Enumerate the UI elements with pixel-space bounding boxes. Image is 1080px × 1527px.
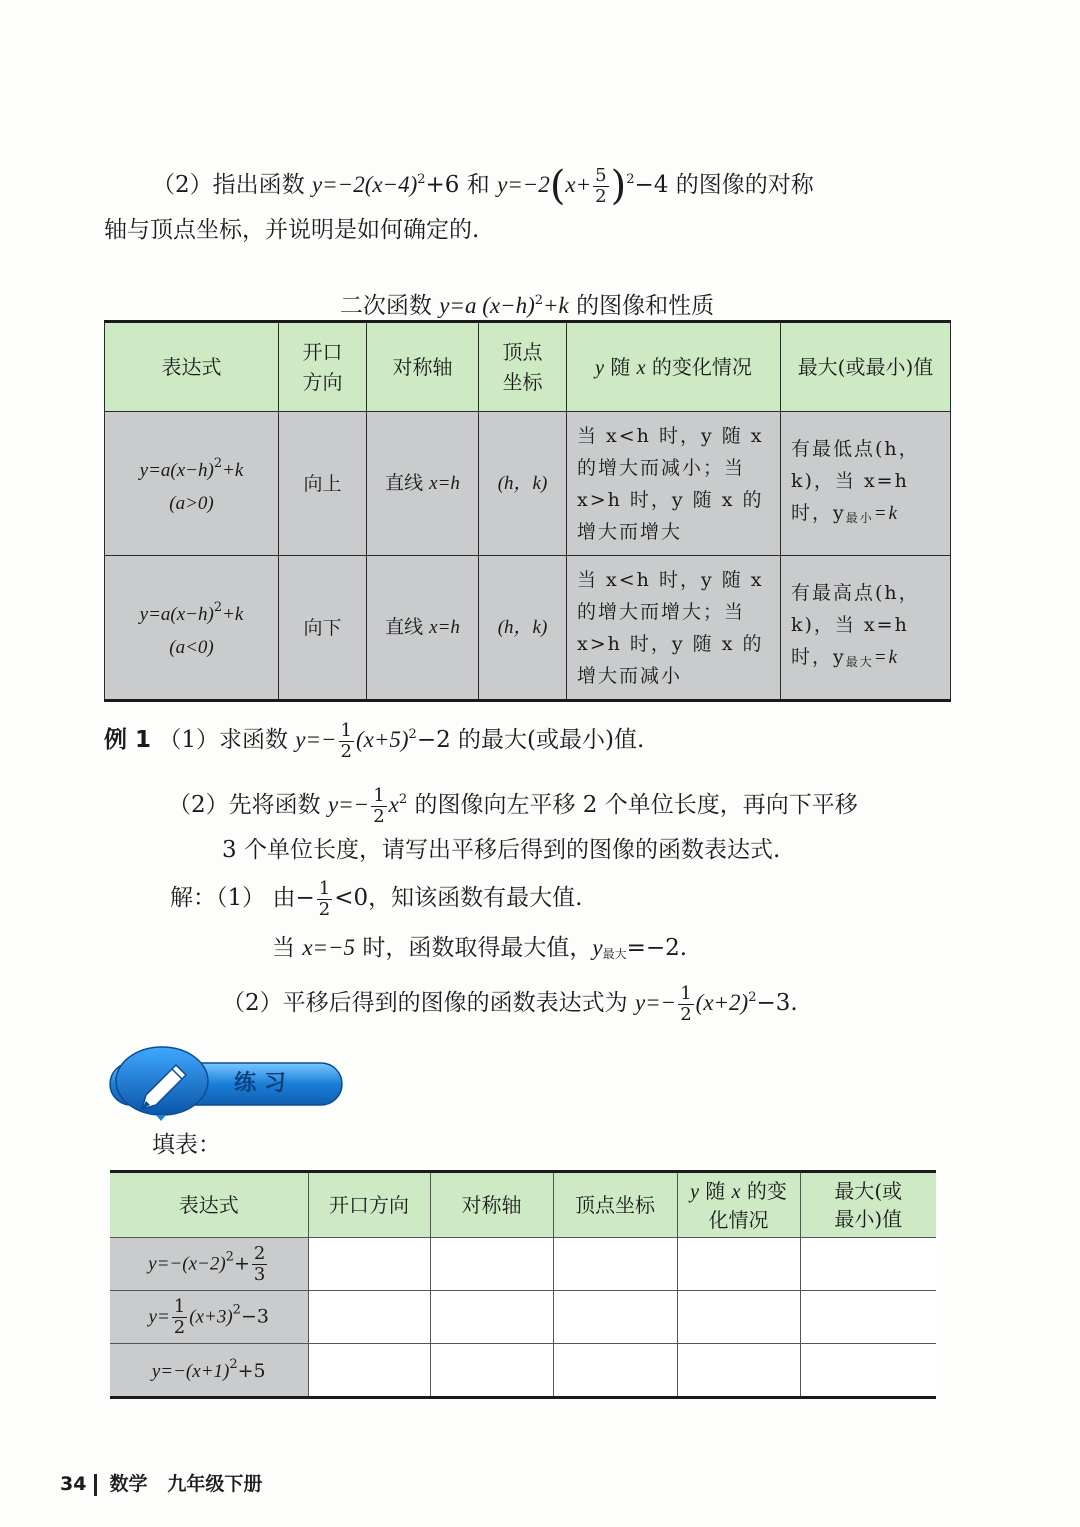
cell-expression: $y=a(x-h)^2+k$ (a<0) [105, 556, 279, 701]
blank-cell[interactable] [430, 1291, 553, 1344]
table-caption: 二次函数 y=a $(x-h)^2+k$ 的图像和性质 [339, 293, 715, 319]
blank-cell[interactable] [677, 1344, 800, 1398]
solution-part-1-line-2: 当 x=−5 时，函数取得最大值，$y_{最大}=-2$. [272, 935, 688, 961]
header-axis: 对称轴 [430, 1172, 553, 1238]
header-change: y 随 x 的变化情况 [567, 322, 781, 412]
solution-part-2: （2）平移后得到的图像的函数表达式为 y=− $\frac{1}{2}$ $(x+2)^2-3$. [222, 982, 798, 1025]
blank-cell[interactable] [308, 1291, 430, 1344]
question-2-line-2: 轴与顶点坐标，并说明是如何确定的. [104, 217, 480, 243]
practice-title: 练 习 [234, 1071, 286, 1096]
cell-opening: 向下 [279, 556, 367, 701]
blank-cell[interactable] [308, 1238, 430, 1291]
solution-part-1: 解：（1） 由− $\frac{1}{2}$ <0，知该函数有最大值. [170, 877, 583, 920]
header-vertex: 顶点坐标 [553, 1172, 677, 1238]
table-row [110, 1291, 936, 1344]
table-row [105, 412, 951, 556]
header-axis: 对称轴 [367, 322, 479, 412]
header-expression: 表达式 [110, 1172, 308, 1238]
cell-opening: 向上 [279, 412, 367, 556]
question-2-line-1: （2）指出函数 $y=-2(x-4)^2+6$ 和 y=−2(x+ $\frac{5}{2}$ )$^2$−4 的图像的对称 [152, 163, 814, 209]
cell-expression: $y=-(x-2)^2+$ $\frac{2}{3}$ [110, 1238, 308, 1291]
cell-axis: 直线 x=h [367, 412, 479, 556]
example-1-part-1: 例 1 （1）求函数 y=− $\frac{1}{2}$ $(x+5)^2-2$ 的最大(或最小)值. [104, 719, 645, 762]
blank-cell[interactable] [800, 1238, 936, 1291]
cell-expression: y= $\frac{1}{2}$ $(x+3)^2-3$ [110, 1291, 308, 1344]
cell-axis: 直线 x=h [367, 556, 479, 701]
book-name: 九年级下册 [167, 1473, 263, 1495]
blank-cell[interactable] [553, 1291, 677, 1344]
blank-cell[interactable] [677, 1291, 800, 1344]
footer-divider [94, 1474, 97, 1496]
cell-change: 当 x<h 时，y 随 x 的增大而增大；当 x>h 时，y 随 x 的 增大而减小 [567, 556, 781, 701]
page-number: 34 [60, 1473, 87, 1495]
blank-cell[interactable] [430, 1344, 553, 1398]
practice-banner [100, 1045, 346, 1123]
example-1-part-2-line-2: 3 个单位长度，请写出平移后得到的图像的函数表达式. [222, 837, 781, 863]
cell-vertex: (h，k) [479, 412, 567, 556]
example-1-part-2: （2）先将函数 y=− $\frac{1}{2}$ $x^2$ 的图像向左平移 2 个单位长度，再向下平移 [168, 784, 858, 827]
fill-table-label: 填表： [152, 1132, 221, 1158]
table-row [110, 1238, 936, 1291]
header-max-min: 最大(或 最小)值 [800, 1172, 936, 1238]
header-opening: 开口方向 [308, 1172, 430, 1238]
cell-change: 当 x<h 时，y 随 x 的增大而减小；当 x>h 时，y 随 x 的 增大而增大 [567, 412, 781, 556]
blank-cell[interactable] [677, 1238, 800, 1291]
cell-expression: $y=-(x+1)^2+5$ [110, 1344, 308, 1398]
table-row [110, 1344, 936, 1398]
cell-vertex: (h，k) [479, 556, 567, 701]
table-row [105, 556, 951, 701]
header-expression: 表达式 [105, 322, 279, 412]
properties-table [104, 320, 951, 702]
subject-name: 数学 [109, 1473, 148, 1495]
cell-expression: $y=a(x-h)^2+k$ (a>0) [105, 412, 279, 556]
practice-table [110, 1170, 936, 1399]
cell-max-min: 有最低点(h， k)，当 x=h 时，$y_{最小}=k$ [781, 412, 951, 556]
page-footer [60, 1470, 262, 1498]
header-change: y 随 x 的变 化情况 [677, 1172, 800, 1238]
cell-max-min: 有最高点(h， k)，当 x=h 时，$y_{最大}=k$ [781, 556, 951, 701]
blank-cell[interactable] [800, 1291, 936, 1344]
blank-cell[interactable] [308, 1344, 430, 1398]
blank-cell[interactable] [800, 1344, 936, 1398]
header-vertex: 顶点 坐标 [479, 322, 567, 412]
blank-cell[interactable] [553, 1344, 677, 1398]
example-label: 例 1 [104, 727, 152, 753]
blank-cell[interactable] [553, 1238, 677, 1291]
header-max-min: 最大(或最小)值 [781, 322, 951, 412]
header-opening: 开口 方向 [279, 322, 367, 412]
blank-cell[interactable] [430, 1238, 553, 1291]
